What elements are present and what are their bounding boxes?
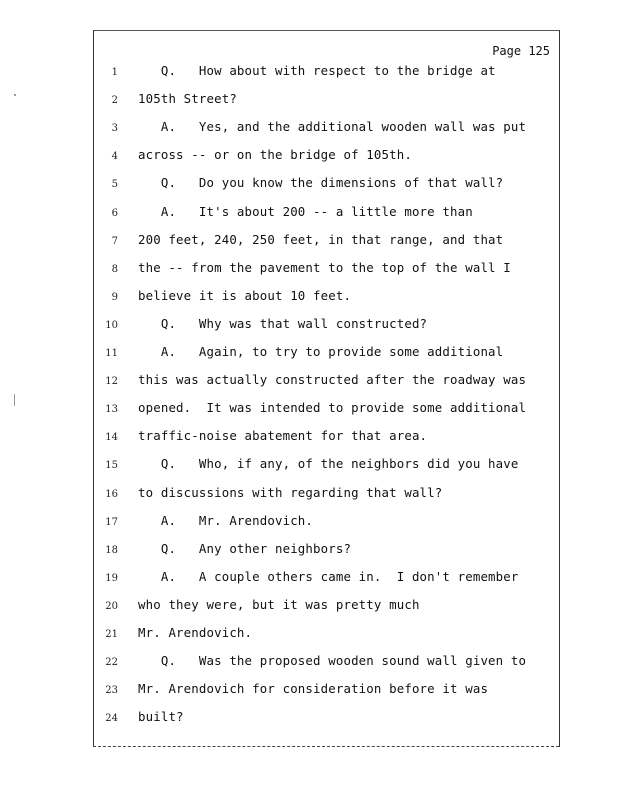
transcript-line [0, 147, 618, 167]
line-text: opened. It was intended to provide some additional [138, 400, 527, 416]
line-number: 12 [105, 376, 118, 388]
line-text: 200 feet, 240, 250 feet, in that range, and that [138, 231, 504, 247]
line-number: 11 [105, 348, 118, 359]
transcript-line [0, 513, 618, 533]
line-text: Q. Was the proposed wooden sound wall given to [138, 653, 527, 669]
line-text: Q. How about with respect to the bridge at [138, 63, 496, 78]
line-text: A. It's about 200 -- a little more than [138, 203, 473, 219]
transcript-line [0, 428, 618, 448]
transcript-line [0, 260, 618, 280]
transcript-line [0, 232, 618, 252]
line-text: traffic-noise abatement for that area. [138, 428, 428, 444]
transcript-line [0, 653, 618, 673]
line-text: Q. Any other neighbors? [138, 540, 352, 556]
page-number: Page 125 [492, 44, 550, 58]
line-number: 7 [111, 235, 118, 247]
scan-speck [14, 94, 16, 96]
line-number: 5 [111, 179, 118, 191]
line-number: 19 [105, 572, 118, 584]
transcript-line [0, 204, 618, 224]
line-number: 6 [111, 207, 118, 219]
line-number: 1 [111, 67, 118, 78]
scan-speck [14, 394, 15, 406]
transcript-line [0, 91, 618, 111]
line-number: 15 [105, 460, 118, 472]
line-text: the -- from the pavement to the top of the wall I [138, 259, 511, 275]
line-text: A. Again, to try to provide some additional [138, 344, 504, 359]
line-number: 13 [105, 404, 118, 416]
line-number: 23 [105, 685, 118, 697]
line-number: 21 [105, 629, 118, 640]
line-number: 22 [105, 657, 118, 669]
line-number: 2 [111, 95, 118, 107]
line-number: 18 [105, 544, 118, 556]
line-number: 3 [111, 123, 118, 135]
transcript-line [0, 344, 618, 364]
line-text: built? [138, 709, 184, 725]
line-number: 16 [105, 488, 118, 500]
line-number: 10 [105, 319, 118, 331]
page-bottom-border [93, 746, 559, 747]
transcript-line [0, 541, 618, 561]
line-number: 8 [111, 263, 118, 275]
transcript-line [0, 175, 618, 195]
line-text: 105th Street? [138, 91, 237, 107]
transcript-line [0, 372, 618, 392]
line-text: this was actually constructed after the roadway was [138, 372, 527, 388]
line-number: 14 [105, 432, 118, 444]
line-text: Q. Who, if any, of the neighbors did you have [138, 456, 519, 472]
transcript-line [0, 63, 618, 83]
line-text: across -- or on the bridge of 105th. [138, 147, 412, 163]
line-text: Q. Why was that wall constructed? [138, 315, 428, 331]
line-text: A. Yes, and the additional wooden wall was put [138, 119, 527, 135]
transcript-line [0, 288, 618, 308]
transcript-line [0, 316, 618, 336]
line-text: A. A couple others came in. I don't remember [138, 568, 519, 584]
line-number: 20 [105, 600, 118, 612]
line-number: 17 [105, 516, 118, 528]
transcript-line [0, 625, 618, 645]
transcript-line [0, 569, 618, 589]
line-text: A. Mr. Arendovich. [138, 512, 314, 528]
line-text: Mr. Arendovich. [138, 625, 253, 640]
line-text: who they were, but it was pretty much [138, 596, 420, 612]
transcript-line [0, 485, 618, 505]
transcript-line [0, 119, 618, 139]
line-text: believe it is about 10 feet. [138, 287, 352, 303]
transcript-line [0, 456, 618, 476]
line-text: Mr. Arendovich for consideration before it was [138, 681, 489, 697]
line-number: 9 [111, 291, 118, 303]
line-text: Q. Do you know the dimensions of that wall? [138, 175, 504, 191]
line-text: to discussions with regarding that wall? [138, 484, 443, 500]
transcript-line [0, 597, 618, 617]
line-number: 24 [105, 713, 118, 725]
transcript-line [0, 400, 618, 420]
transcript-line [0, 681, 618, 701]
line-number: 4 [111, 151, 118, 163]
transcript-line [0, 709, 618, 729]
